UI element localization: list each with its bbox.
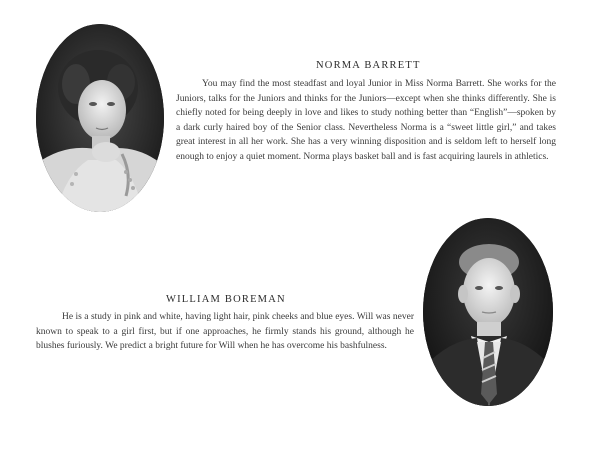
student-bio-text: You may find the most steadfast and loyal Junior in Miss Norma Barrett. She works for the Juniors, talks for the Juniors and thinks for the Juniors—except when she thinks differently. She is chiefly noted for being deeply in love and likes to study nothing better than “English”—spoken by a dark curly haired boy of the Senior class. Nevertheless Norma is a “sweet little girl,” and takes great interest in all her work. She has a very winning disposition and is seldom left to herself long enough to enjoy a quiet moment. Norma plays basket ball and is fast acquiring laurels in athletics. — [176, 79, 556, 162]
student-name-heading: NORMA BARRETT — [316, 60, 421, 71]
student-name-heading: WILLIAM BOREMAN — [166, 294, 286, 305]
portrait-william-boreman — [423, 218, 553, 406]
portrait-man-image — [423, 218, 553, 406]
student-bio-text: He is a study in pink and white, having light hair, pink cheeks and blue eyes. Will was never known to speak to a girl first, but if one approaches, he firmly stands his ground, although he blushes furiously. We predict a bright future for Will when he has overcome his bashfulness. — [36, 312, 414, 352]
portrait-woman-image — [36, 24, 164, 212]
portrait-norma-barrett — [36, 24, 164, 212]
